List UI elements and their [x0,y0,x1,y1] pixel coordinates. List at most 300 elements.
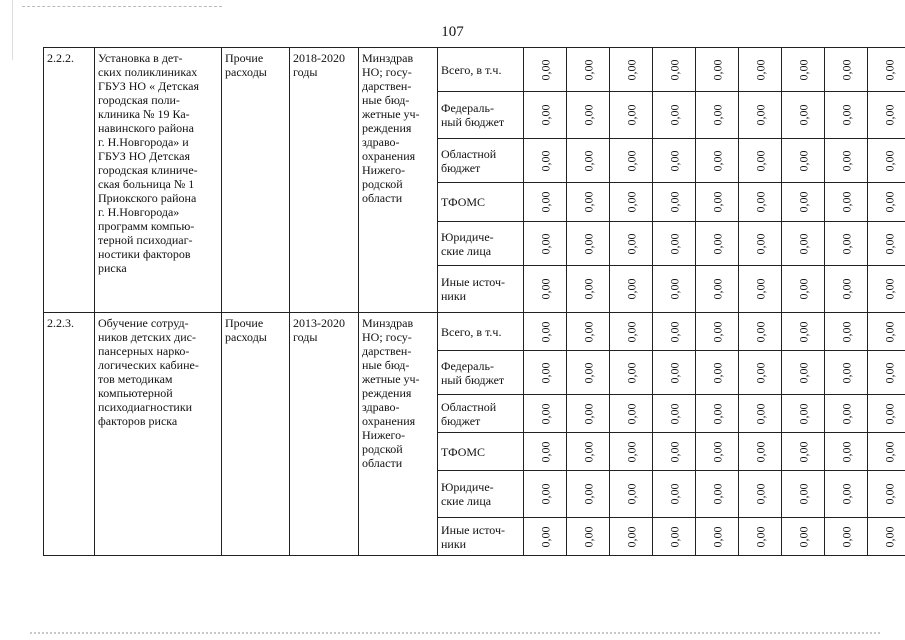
funding-value: 0,00 [882,362,896,383]
funding-value: 0,00 [796,321,810,342]
funding-value-cell [610,48,653,92]
program-measures-table [43,47,905,556]
funding-value: 0,00 [753,483,767,505]
funding-value: 0,00 [839,362,853,383]
funding-value: 0,00 [624,321,638,342]
text-line: Федераль- [441,101,494,115]
text-line: ники [441,289,467,303]
funding-value-cell [782,48,825,92]
funding-value-cell [739,48,782,92]
funding-value-cell [610,222,653,266]
text-line: Нижего- [362,163,406,177]
funding-value-cell [610,518,653,556]
funding-value-cell [825,139,868,183]
text-line: городская поли- [98,93,180,107]
funding-value-cell [825,92,868,139]
funding-value: 0,00 [882,191,896,213]
funding-value-cell [696,92,739,139]
funding-value: 0,00 [667,191,681,213]
measure-name [95,48,222,313]
funding-value-cell [696,351,739,395]
funding-value-cell [825,313,868,351]
funding-value-cell [610,266,653,313]
funding-value-cell [524,433,567,471]
implementation-years [290,48,359,313]
funding-value-cell [653,471,696,518]
funding-value-cell [610,351,653,395]
text-line: расходы [225,65,267,79]
measure-name [95,313,222,556]
funding-value: 0,00 [538,233,552,254]
funding-value: 0,00 [538,278,552,300]
funding-value-cell [524,139,567,183]
funding-value: 0,00 [753,191,767,213]
text-line: Иные источ- [441,522,506,537]
funding-value-cell [653,518,696,556]
funding-value: 0,00 [624,403,638,424]
funding-value: 0,00 [667,278,681,300]
funding-value-cell [868,183,905,222]
text-line: Всего, в т.ч. [441,324,502,339]
expense-type [222,313,290,556]
funding-value: 0,00 [667,403,681,424]
funding-value: 0,00 [581,441,595,462]
text-line: Областной [441,146,497,161]
funding-value-cell [653,48,696,92]
text-line: Федераль- [441,358,494,373]
text-line: ный бюджет [441,372,505,387]
funding-value-cell [739,139,782,183]
funding-value: 0,00 [753,150,767,171]
text-line: области [362,456,403,470]
funding-value-cell [524,518,567,556]
funding-value-cell [782,266,825,313]
text-line: годы [293,65,318,79]
funding-value-cell [610,92,653,139]
funding-source [438,139,524,183]
funding-value-cell [567,518,610,556]
text-line: ГБУЗ НО Детская [98,149,190,163]
text-line: Приокского района [98,191,197,205]
text-line: Юридиче- [441,229,494,244]
funding-value-cell [524,222,567,266]
funding-value-cell [739,313,782,351]
funding-value-cell [739,433,782,471]
text-line: 2018-2020 [293,51,345,65]
funding-value: 0,00 [581,278,595,300]
text-line: ская больница № 1 [98,177,195,191]
funding-value: 0,00 [882,278,896,300]
text-line: родской [362,177,403,191]
funding-value: 0,00 [753,278,767,300]
text-line: ТФОМС [441,444,486,459]
text-line: логических кабине- [98,358,199,372]
text-line: годы [293,330,318,344]
funding-value: 0,00 [839,59,853,80]
funding-value: 0,00 [753,321,767,342]
funding-value: 0,00 [667,441,681,462]
funding-value-cell [868,139,905,183]
text-line: расходы [225,330,267,344]
text-line: г. Н.Новгорода» [98,205,180,219]
table-row [44,313,905,351]
funding-value-cell [868,471,905,518]
funding-value: 0,00 [839,150,853,171]
text-line: ные бюд- [362,358,410,372]
text-line: жетные уч- [362,372,420,386]
funding-value-cell [524,48,567,92]
funding-value-cell [825,266,868,313]
measure-number: 2.2.3. [44,313,95,556]
funding-value-cell [610,471,653,518]
text-line: ный бюджет [441,115,505,129]
funding-value: 0,00 [839,483,853,505]
funding-value: 0,00 [753,441,767,462]
funding-value-cell [825,48,868,92]
funding-value-cell [868,266,905,313]
funding-value-cell [653,395,696,433]
funding-value: 0,00 [839,191,853,213]
funding-value-cell [782,518,825,556]
funding-value: 0,00 [839,526,853,547]
funding-value-cell [825,395,868,433]
funding-value-cell [782,313,825,351]
funding-source [438,351,524,395]
funding-source [438,471,524,518]
funding-value-cell [868,222,905,266]
funding-value: 0,00 [710,59,724,80]
funding-value-cell [567,222,610,266]
funding-value-cell [868,518,905,556]
funding-value: 0,00 [538,526,552,547]
funding-value-cell [610,395,653,433]
funding-value: 0,00 [796,483,810,505]
text-line: г. Н.Новгорода» и [98,135,189,149]
funding-value: 0,00 [882,403,896,424]
funding-value-cell [567,471,610,518]
funding-value: 0,00 [538,150,552,171]
funding-value-cell [782,183,825,222]
text-line: реждения [362,121,412,135]
funding-value: 0,00 [624,59,638,80]
funding-value: 0,00 [667,483,681,505]
funding-value-cell [782,433,825,471]
funding-value: 0,00 [882,233,896,254]
funding-value: 0,00 [882,59,896,80]
funding-value-cell [524,266,567,313]
funding-value-cell [567,139,610,183]
text-line: области [362,191,403,205]
funding-value: 0,00 [710,403,724,424]
funding-value-cell [696,266,739,313]
funding-value: 0,00 [753,233,767,254]
funding-value-cell [868,395,905,433]
funding-value-cell [696,48,739,92]
text-line: охранения [362,149,416,163]
funding-value: 0,00 [624,191,638,213]
funding-value: 0,00 [753,362,767,383]
funding-value-cell [653,92,696,139]
funding-value-cell [696,518,739,556]
text-line: компьютерной [98,386,173,400]
funding-value: 0,00 [624,233,638,254]
funding-value: 0,00 [796,403,810,424]
text-line: ные бюд- [362,93,410,107]
funding-value: 0,00 [882,104,896,126]
text-line: жетные уч- [362,107,420,121]
funding-value: 0,00 [796,441,810,462]
funding-value-cell [653,266,696,313]
funding-source [438,433,524,471]
funding-value-cell [696,433,739,471]
funding-value-cell [739,222,782,266]
funding-source [438,395,524,433]
executor [359,313,438,556]
text-line: ГБУЗ НО « Детская [98,79,199,93]
funding-source [438,266,524,313]
funding-value: 0,00 [753,526,767,547]
text-line: ностики факторов [98,247,191,261]
funding-value: 0,00 [753,104,767,126]
funding-value-cell [567,433,610,471]
funding-value-cell [825,351,868,395]
funding-value: 0,00 [667,362,681,383]
funding-value-cell [696,183,739,222]
funding-value-cell [567,266,610,313]
text-line: Установка в дет- [98,51,183,65]
funding-value-cell [610,313,653,351]
funding-value-cell [696,222,739,266]
funding-value-cell [567,183,610,222]
expense-type [222,48,290,313]
funding-value: 0,00 [710,233,724,254]
funding-value-cell [524,395,567,433]
text-line: дарствен- [362,79,412,93]
funding-value-cell [610,183,653,222]
funding-value-cell [696,471,739,518]
implementation-years [290,313,359,556]
funding-source [438,48,524,92]
funding-value: 0,00 [839,321,853,342]
text-line: Обучение сотруд- [98,316,189,330]
text-line: ТФОМС [441,195,486,209]
funding-value-cell [868,48,905,92]
funding-value-cell [739,183,782,222]
funding-value: 0,00 [538,104,552,126]
funding-value-cell [696,313,739,351]
text-line: НО; госу- [362,65,412,79]
funding-value: 0,00 [624,441,638,462]
funding-value: 0,00 [538,59,552,80]
funding-value: 0,00 [710,483,724,505]
text-line: Всего, в т.ч. [441,62,502,77]
funding-value: 0,00 [882,150,896,171]
text-line: психодиагностики [98,400,193,414]
funding-value-cell [868,351,905,395]
funding-value: 0,00 [753,403,767,424]
text-line: программ компью- [98,219,195,233]
funding-value: 0,00 [710,362,724,383]
text-line: Областной [441,399,497,414]
funding-value-cell [825,222,868,266]
text-line: НО; госу- [362,330,412,344]
text-line: бюджет [441,413,481,428]
funding-value: 0,00 [538,403,552,424]
funding-value: 0,00 [538,321,552,342]
text-line: Минздрав [362,51,414,65]
funding-value: 0,00 [624,483,638,505]
funding-value-cell [653,183,696,222]
funding-value: 0,00 [581,59,595,80]
funding-value-cell [782,395,825,433]
funding-value-cell [653,139,696,183]
funding-value-cell [524,92,567,139]
funding-value-cell [825,471,868,518]
funding-value-cell [696,139,739,183]
text-line: терной психодиаг- [98,233,193,247]
funding-value: 0,00 [624,526,638,547]
funding-value: 0,00 [581,150,595,171]
funding-value-cell [653,351,696,395]
funding-value: 0,00 [538,483,552,505]
text-line: Иные источ- [441,275,506,289]
funding-value: 0,00 [538,362,552,383]
text-line: реждения [362,386,412,400]
funding-source [438,183,524,222]
text-line: охранения [362,414,416,428]
funding-value-cell [782,351,825,395]
funding-value: 0,00 [796,104,810,126]
text-line: дарствен- [362,344,412,358]
funding-value-cell [567,395,610,433]
funding-value: 0,00 [624,104,638,126]
funding-value: 0,00 [667,104,681,126]
funding-value: 0,00 [624,150,638,171]
text-line: родской [362,442,403,456]
funding-source [438,313,524,351]
funding-value: 0,00 [839,278,853,300]
funding-value-cell [868,313,905,351]
funding-value: 0,00 [882,321,896,342]
funding-value-cell [782,471,825,518]
funding-value-cell [610,139,653,183]
text-line: пансерных нарко- [98,344,190,358]
funding-value: 0,00 [581,321,595,342]
funding-value: 0,00 [796,526,810,547]
funding-value-cell [782,92,825,139]
funding-value: 0,00 [667,526,681,547]
funding-value-cell [567,92,610,139]
funding-value-cell [739,92,782,139]
funding-value: 0,00 [581,483,595,505]
scan-artifact-top [22,6,222,8]
funding-value-cell [739,351,782,395]
funding-value: 0,00 [667,233,681,254]
funding-value: 0,00 [796,233,810,254]
funding-value-cell [567,351,610,395]
scan-artifact-bottom [30,632,880,635]
funding-value-cell [739,471,782,518]
funding-value: 0,00 [882,526,896,547]
text-line: Прочие [225,51,264,65]
text-line: клиника № 19 Ка- [98,107,190,121]
funding-value: 0,00 [581,191,595,213]
funding-value: 0,00 [839,403,853,424]
funding-value: 0,00 [882,483,896,505]
text-line: тов методикам [98,372,173,386]
funding-value-cell [524,471,567,518]
funding-value: 0,00 [581,233,595,254]
text-line: ские лица [441,243,492,258]
funding-value: 0,00 [839,441,853,462]
funding-value: 0,00 [839,233,853,254]
funding-value: 0,00 [710,321,724,342]
funding-value-cell [524,351,567,395]
funding-value: 0,00 [710,526,724,547]
funding-value: 0,00 [882,441,896,462]
funding-value: 0,00 [581,526,595,547]
funding-value: 0,00 [624,362,638,383]
text-line: риска [98,261,127,275]
funding-value-cell [782,139,825,183]
funding-value: 0,00 [667,150,681,171]
text-line: навинского района [98,121,194,135]
funding-value: 0,00 [796,150,810,171]
text-line: ских поликлиниках [98,65,198,79]
funding-value-cell [825,433,868,471]
funding-value: 0,00 [538,191,552,213]
funding-source [438,92,524,139]
funding-value: 0,00 [753,59,767,80]
funding-value: 0,00 [710,441,724,462]
funding-value: 0,00 [667,321,681,342]
funding-value: 0,00 [710,104,724,126]
funding-value: 0,00 [581,362,595,383]
measure-number: 2.2.2. [44,48,95,313]
text-line: городская клиниче- [98,163,198,177]
funding-value-cell [739,518,782,556]
text-line: ские лица [441,494,492,508]
funding-value: 0,00 [796,362,810,383]
funding-source [438,222,524,266]
funding-value: 0,00 [538,441,552,462]
funding-value: 0,00 [624,278,638,300]
funding-value-cell [567,48,610,92]
text-line: ников детских дис- [98,330,196,344]
text-line: Минздрав [362,316,414,330]
funding-value-cell [868,433,905,471]
funding-value-cell [739,266,782,313]
text-line: Юридиче- [441,480,494,494]
text-line: здраво- [362,400,400,414]
text-line: 2013-2020 [293,316,345,330]
funding-value: 0,00 [839,104,853,126]
funding-value-cell [782,222,825,266]
text-line: ники [441,536,467,551]
page-number: 107 [441,24,464,40]
funding-value-cell [610,433,653,471]
funding-value-cell [825,183,868,222]
text-line: факторов риска [98,414,178,428]
funding-source [438,518,524,556]
table-row [44,48,905,92]
funding-value-cell [653,313,696,351]
funding-value: 0,00 [581,104,595,126]
funding-value-cell [868,92,905,139]
funding-value-cell [524,183,567,222]
text-line: здраво- [362,135,400,149]
funding-value-cell [696,395,739,433]
